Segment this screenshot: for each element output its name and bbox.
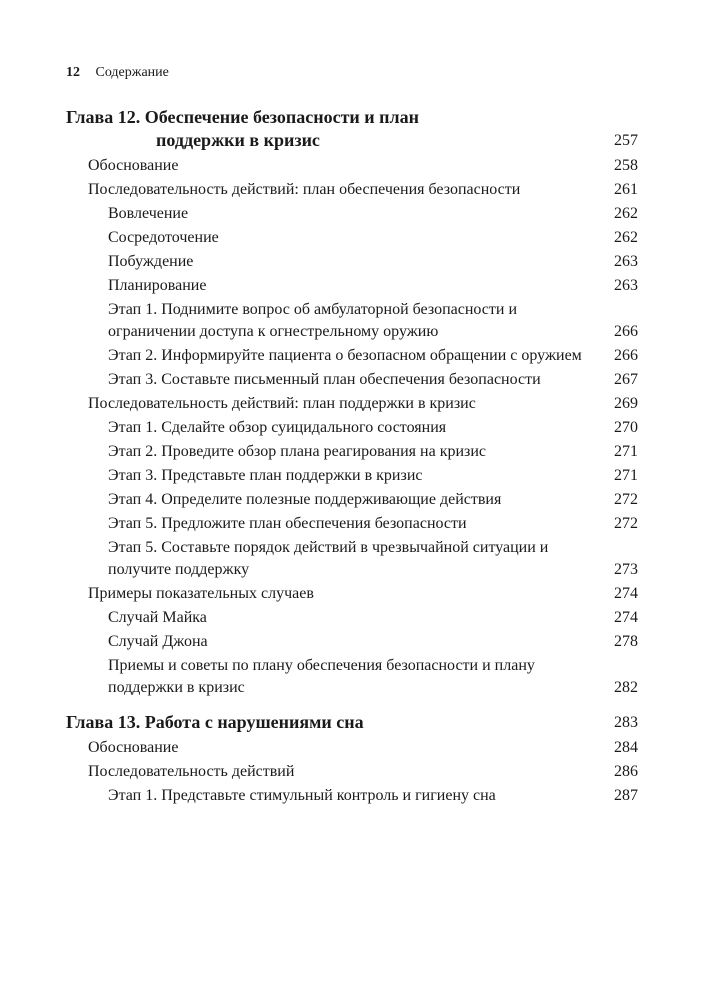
entry-text: Этап 5. Предложите план обеспечения безопасности (108, 515, 467, 532)
entry-text: Побуждение (108, 253, 194, 270)
page-ref: 287 (614, 787, 638, 804)
chapter-gap (66, 701, 638, 711)
page-ref: 283 (614, 714, 638, 731)
page-ref: 286 (614, 763, 638, 780)
page-ref: 270 (614, 419, 638, 436)
entry-text: Случай Джона (108, 633, 208, 650)
toc-entry[interactable] (66, 251, 638, 273)
page-ref: 266 (614, 347, 638, 364)
page-ref: 273 (614, 561, 638, 578)
entry-text: Последовательность действий: план поддержки в кризис (88, 395, 476, 412)
toc-entry[interactable] (66, 155, 638, 177)
entry-text: Этап 1. Сделайте обзор суицидального состояния (108, 419, 447, 436)
entry-text: Этап 3. Составьте письменный план обеспечения безопасности (108, 371, 541, 388)
page-ref: 271 (614, 443, 638, 460)
page-ref: 272 (614, 515, 638, 532)
toc-entry[interactable] (66, 761, 638, 783)
toc-chapter-13[interactable] (66, 711, 638, 734)
page-ref: 278 (614, 633, 638, 650)
toc-entry[interactable] (66, 489, 638, 511)
toc-entry[interactable] (66, 785, 638, 807)
toc-entry[interactable] (66, 299, 638, 343)
toc-entry[interactable] (66, 393, 638, 415)
entry-text: Планирование (108, 277, 207, 294)
toc-entry[interactable] (66, 737, 638, 759)
toc-entry[interactable] (66, 583, 638, 605)
entry-text: Сосредоточение (108, 229, 219, 246)
chapter-title-line2: поддержки в кризис (156, 130, 320, 150)
toc-entry[interactable] (66, 227, 638, 249)
entry-text: Примеры показательных случаев (88, 585, 314, 602)
page-ref: 274 (614, 585, 638, 602)
page-ref: 258 (614, 157, 638, 174)
page-ref: 262 (614, 229, 638, 246)
entry-text: Приемы и советы по плану обеспечения безопасности и плану поддержки в кризис (108, 657, 535, 696)
page-ref: 267 (614, 371, 638, 388)
toc-entry[interactable] (66, 203, 638, 225)
toc-entry[interactable] (66, 441, 638, 463)
toc-entry[interactable] (66, 607, 638, 629)
toc-entry[interactable] (66, 179, 638, 201)
entry-text: Этап 1. Представьте стимульный контроль и гигиену сна (108, 787, 496, 804)
entry-text: Этап 3. Представьте план поддержки в кризис (108, 467, 423, 484)
entry-text: Этап 2. Информируйте пациента о безопасном обращении с оружием (108, 347, 582, 364)
entry-text: Этап 4. Определите полезные поддерживающие действия (108, 491, 502, 508)
chapter-title-line1: Глава 12. Обеспечение безопасности и план (66, 107, 420, 127)
entry-text: Последовательность действий (88, 763, 295, 780)
page-ref: 282 (614, 679, 638, 696)
page-ref: 274 (614, 609, 638, 626)
running-title: Содержание (95, 65, 169, 80)
toc-entry[interactable] (66, 275, 638, 297)
page-ref: 272 (614, 491, 638, 508)
page-number: 12 (66, 65, 80, 80)
toc-entry[interactable] (66, 513, 638, 535)
page-ref: 262 (614, 205, 638, 222)
page-ref: 261 (614, 181, 638, 198)
toc-entry[interactable] (66, 417, 638, 439)
page-ref: 266 (614, 323, 638, 340)
entry-text: Вовлечение (108, 205, 189, 222)
toc-entry[interactable] (66, 345, 638, 367)
page-ref: 257 (614, 132, 638, 149)
entry-text: Последовательность действий: план обеспечения безопасности (88, 181, 521, 198)
page-ref: 263 (614, 253, 638, 270)
page-ref: 269 (614, 395, 638, 412)
chapter-title: Глава 13. Работа с нарушениями сна (66, 712, 364, 732)
entry-text: Обоснование (88, 157, 179, 174)
page-ref: 271 (614, 467, 638, 484)
entry-text: Этап 5. Составьте порядок действий в чрезвычайной ситуации и получите поддержку (108, 539, 549, 578)
toc-entry[interactable] (66, 465, 638, 487)
table-of-contents (66, 106, 638, 809)
toc-entry[interactable] (66, 369, 638, 391)
toc-entry[interactable] (66, 631, 638, 653)
toc-entry[interactable] (66, 537, 638, 581)
running-head (66, 64, 169, 82)
toc-chapter-12[interactable] (66, 106, 638, 152)
entry-text: Случай Майка (108, 609, 207, 626)
page-ref: 284 (614, 739, 638, 756)
entry-text: Обоснование (88, 739, 179, 756)
page-ref: 263 (614, 277, 638, 294)
entry-text: Этап 2. Проведите обзор плана реагирования на кризис (108, 443, 487, 460)
toc-entry[interactable] (66, 655, 638, 699)
entry-text: Этап 1. Поднимите вопрос об амбулаторной безопасности и ограничении доступа к огнестрельному оружию (108, 301, 518, 340)
